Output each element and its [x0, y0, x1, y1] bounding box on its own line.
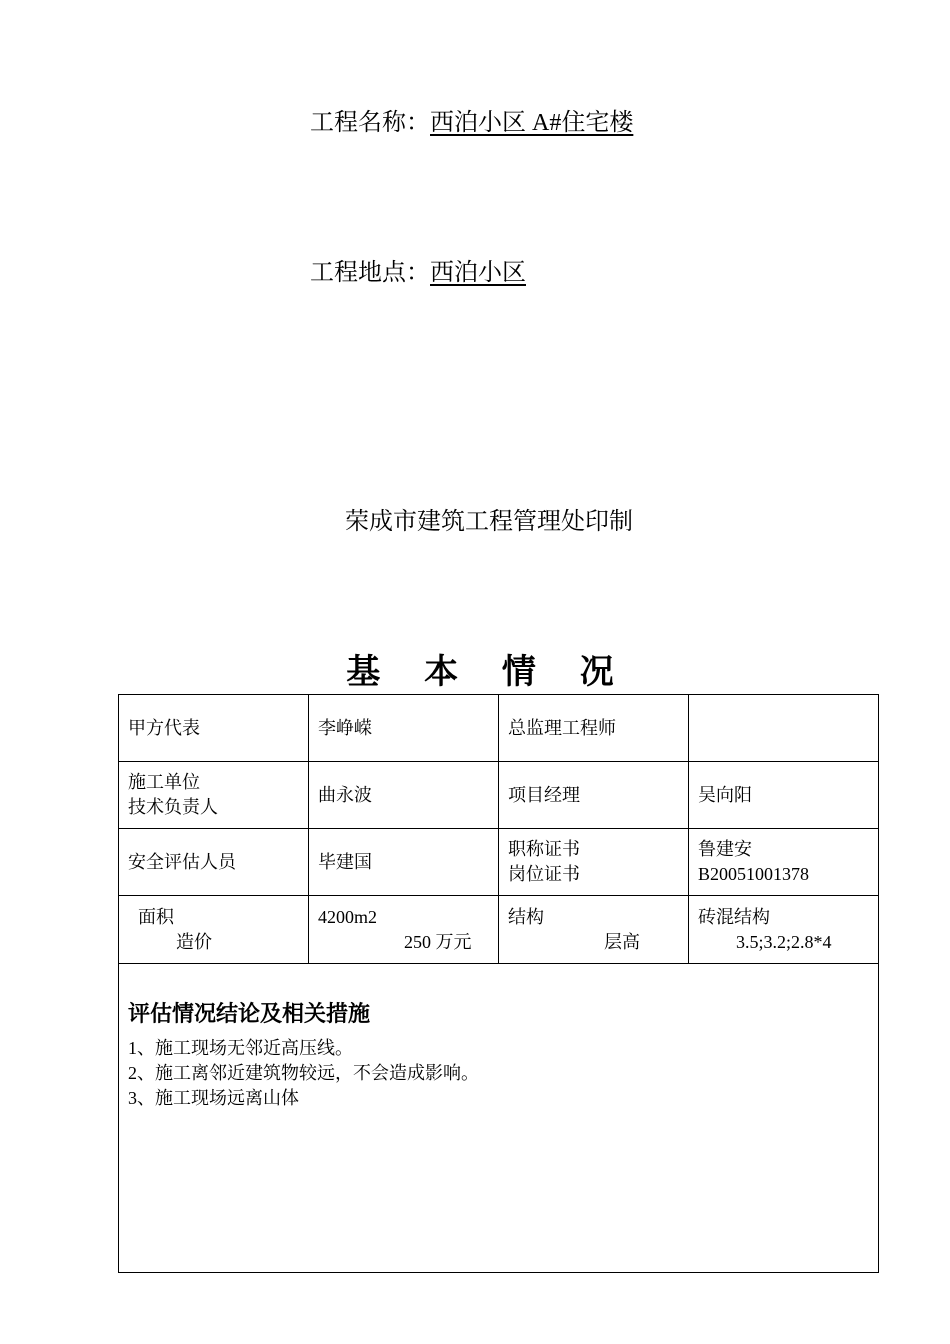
cell-line: 250 万元	[404, 931, 472, 952]
cell-line: 造价	[176, 931, 212, 952]
project-name-line	[310, 108, 633, 138]
table-row	[119, 829, 879, 896]
cell-line: 结构	[508, 906, 544, 927]
project-name-label: 工程名称：	[310, 110, 430, 136]
conclusion-item: 1、施工现场无邻近高压线。	[128, 1038, 353, 1058]
cell-line: 4200m2	[318, 906, 378, 927]
project-name-value: 西泊小区 A#住宅楼	[430, 110, 634, 136]
table-cell	[689, 695, 879, 762]
table-cell: 吴向阳	[689, 762, 879, 829]
table-cell	[309, 896, 499, 964]
section-title: 基 本 情 况	[346, 652, 630, 692]
table-cell	[689, 896, 879, 964]
cell-line: 岗位证书	[508, 864, 580, 884]
table-row	[119, 762, 879, 829]
cell-line: 鲁建安	[698, 839, 752, 859]
table-cell: 李峥嵘	[309, 695, 499, 762]
table-cell: 曲永波	[309, 762, 499, 829]
cell-line: 层高	[604, 931, 640, 952]
cell-line: B20051001378	[698, 864, 810, 884]
table-row	[119, 695, 879, 762]
cell-line: 技术负责人	[128, 797, 218, 817]
table-cell	[689, 829, 879, 896]
conclusion-title: 评估情况结论及相关措施	[128, 1002, 371, 1027]
table-cell	[119, 762, 309, 829]
table-cell	[119, 896, 309, 964]
project-location-value: 西泊小区	[430, 260, 526, 286]
project-location-label: 工程地点：	[310, 260, 430, 286]
cell-line: 3.5;3.2;2.8*4	[736, 931, 832, 952]
table-row	[119, 896, 879, 964]
table-cell	[499, 829, 689, 896]
cell-line: 施工单位	[128, 772, 200, 792]
cell-line: 砖混结构	[698, 906, 770, 927]
conclusion-item: 3、施工现场远离山体	[128, 1088, 299, 1108]
cell-line: 职称证书	[508, 839, 580, 859]
cell-line: 面积	[138, 906, 174, 927]
project-location-line	[310, 258, 526, 288]
table-cell: 总监理工程师	[499, 695, 689, 762]
table-row	[119, 964, 879, 1273]
conclusion-cell	[119, 964, 879, 1273]
conclusion-item: 2、施工离邻近建筑物较远，不会造成影响。	[128, 1063, 479, 1083]
table-cell: 甲方代表	[119, 695, 309, 762]
table-cell: 毕建国	[309, 829, 499, 896]
basic-info-table	[118, 694, 879, 1273]
table-cell	[499, 896, 689, 964]
table-cell: 安全评估人员	[119, 829, 309, 896]
table-cell: 项目经理	[499, 762, 689, 829]
issuer-text: 荣成市建筑工程管理处印制	[345, 509, 633, 535]
